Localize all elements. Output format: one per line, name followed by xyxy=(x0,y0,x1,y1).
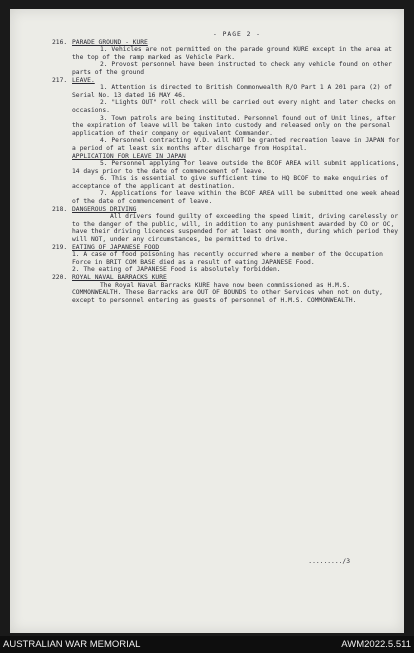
paragraph-text: A case of food poisoning has recently occurred where a member of the Occupation Force in BRIT COM BASE died as a result of eating JAPANESE Food. xyxy=(72,251,383,266)
paragraph-number: 1. xyxy=(100,46,108,54)
section-220 xyxy=(52,274,402,304)
paragraph-text: Applications for leave within the BCOF AREA will be submitted one week ahead of the date of commencement of leave. xyxy=(72,190,400,206)
paragraph-number: 7. xyxy=(100,190,108,198)
paragraph-number: 6. xyxy=(100,175,108,183)
paragraph-text: "Lights OUT" roll check will be carried out every night and later checks on occasions. xyxy=(72,99,396,114)
paragraph xyxy=(72,266,402,274)
section-number: 218. xyxy=(52,205,68,213)
section-216 xyxy=(52,38,402,77)
section-body: The Royal Naval Barracks KURE have now been commissioned as H.M.S. COMMONWEALTH. These Barracks are OUT OF BOUNDS to other Services when not on duty, except to personnel entering as guests of personnel of H.M.S. COMMONWEALTH. xyxy=(72,281,383,304)
paragraph-text: The eating of JAPANESE Food is absolutely forbidden. xyxy=(83,266,281,274)
section-number: 219. xyxy=(52,243,68,251)
paragraph-number: 2. xyxy=(72,266,80,274)
paragraph-text: Town patrols are being instituted. Personnel found out of Unit lines, after the expiration of leave will be taken into custody and released only on the personal application of their company or equivalent Commander. xyxy=(72,114,396,137)
paragraph xyxy=(72,160,402,175)
paragraph-number: 1. xyxy=(72,251,80,259)
paragraph-text: Provost personnel have been instructed to check any vehicle found on other parts of the ground xyxy=(72,61,392,76)
paragraph xyxy=(72,46,402,61)
paragraph-number: 2. xyxy=(100,99,108,107)
section-217 xyxy=(52,76,402,206)
paragraph-text: Personnel contracting V.D. will NOT be granted recreation leave in JAPAN for a period of at least six months after discharge from Hospital. xyxy=(72,137,400,152)
paragraph xyxy=(72,175,402,190)
section-title: DANGEROUS DRIVING xyxy=(72,205,137,213)
section-number: 216. xyxy=(52,38,68,46)
section-title: LEAVE. xyxy=(72,76,95,84)
paragraph xyxy=(72,251,402,266)
paragraph-number: 1. xyxy=(100,84,108,92)
paragraph xyxy=(72,84,402,99)
section-218 xyxy=(52,205,402,244)
subheading: APPLICATION FOR LEAVE IN JAPAN xyxy=(72,152,186,160)
continuation-mark: ........./3 xyxy=(308,558,350,565)
section-number: 220. xyxy=(52,274,68,281)
page-header: - PAGE 2 - xyxy=(213,31,261,38)
paragraph-number: 2. xyxy=(100,61,108,69)
paragraph xyxy=(72,115,402,138)
paragraph-number: 4. xyxy=(100,137,108,145)
document-page xyxy=(10,9,404,633)
paragraph xyxy=(72,99,402,114)
section-title: EATING OF JAPANESE FOOD xyxy=(72,243,160,251)
paragraph-number: 3. xyxy=(100,114,108,122)
paragraph-text: Vehicles are not permitted on the parade ground KURE except in the area at the top of the ramp marked as Vehicle Park. xyxy=(72,46,392,61)
archive-reference: AWM2022.5.511 xyxy=(341,639,411,650)
section-title: ROYAL NAVAL BARRACKS KURE xyxy=(72,274,167,281)
paragraph xyxy=(72,61,402,76)
section-number: 217. xyxy=(52,76,68,84)
archive-name: AUSTRALIAN WAR MEMORIAL xyxy=(3,639,141,650)
paragraph-text: Attention is directed to British Commonwealth R/O Part 1 A 201 para (2) of Serial No. 13 dated 16 MAY 46. xyxy=(72,84,392,99)
paragraph-number: 5. xyxy=(100,160,108,168)
document-body xyxy=(52,31,402,304)
paragraph-text: This is essential to give sufficient time to HQ BCOF to make enquiries of acceptance of the applicant at destination. xyxy=(72,175,389,190)
section-219 xyxy=(52,243,402,274)
section-body: All drivers found guilty of exceeding the speed limit, driving carelessly or to the danger of the public, will, in addition to any punishment awarded by CO or OC, have their driving licences suspended for at least one month, during which period they will NOT, under any circumstances, be permitted to drive. xyxy=(72,213,399,244)
section-title: PARADE GROUND - KURE xyxy=(72,38,148,46)
paragraph xyxy=(72,190,402,205)
paragraph-text: Personnel applying for leave outside the BCOF AREA will submit applications, 14 days prior to the date of commencement of leave. xyxy=(72,160,400,175)
paragraph xyxy=(72,137,402,152)
archive-footer xyxy=(0,636,414,653)
